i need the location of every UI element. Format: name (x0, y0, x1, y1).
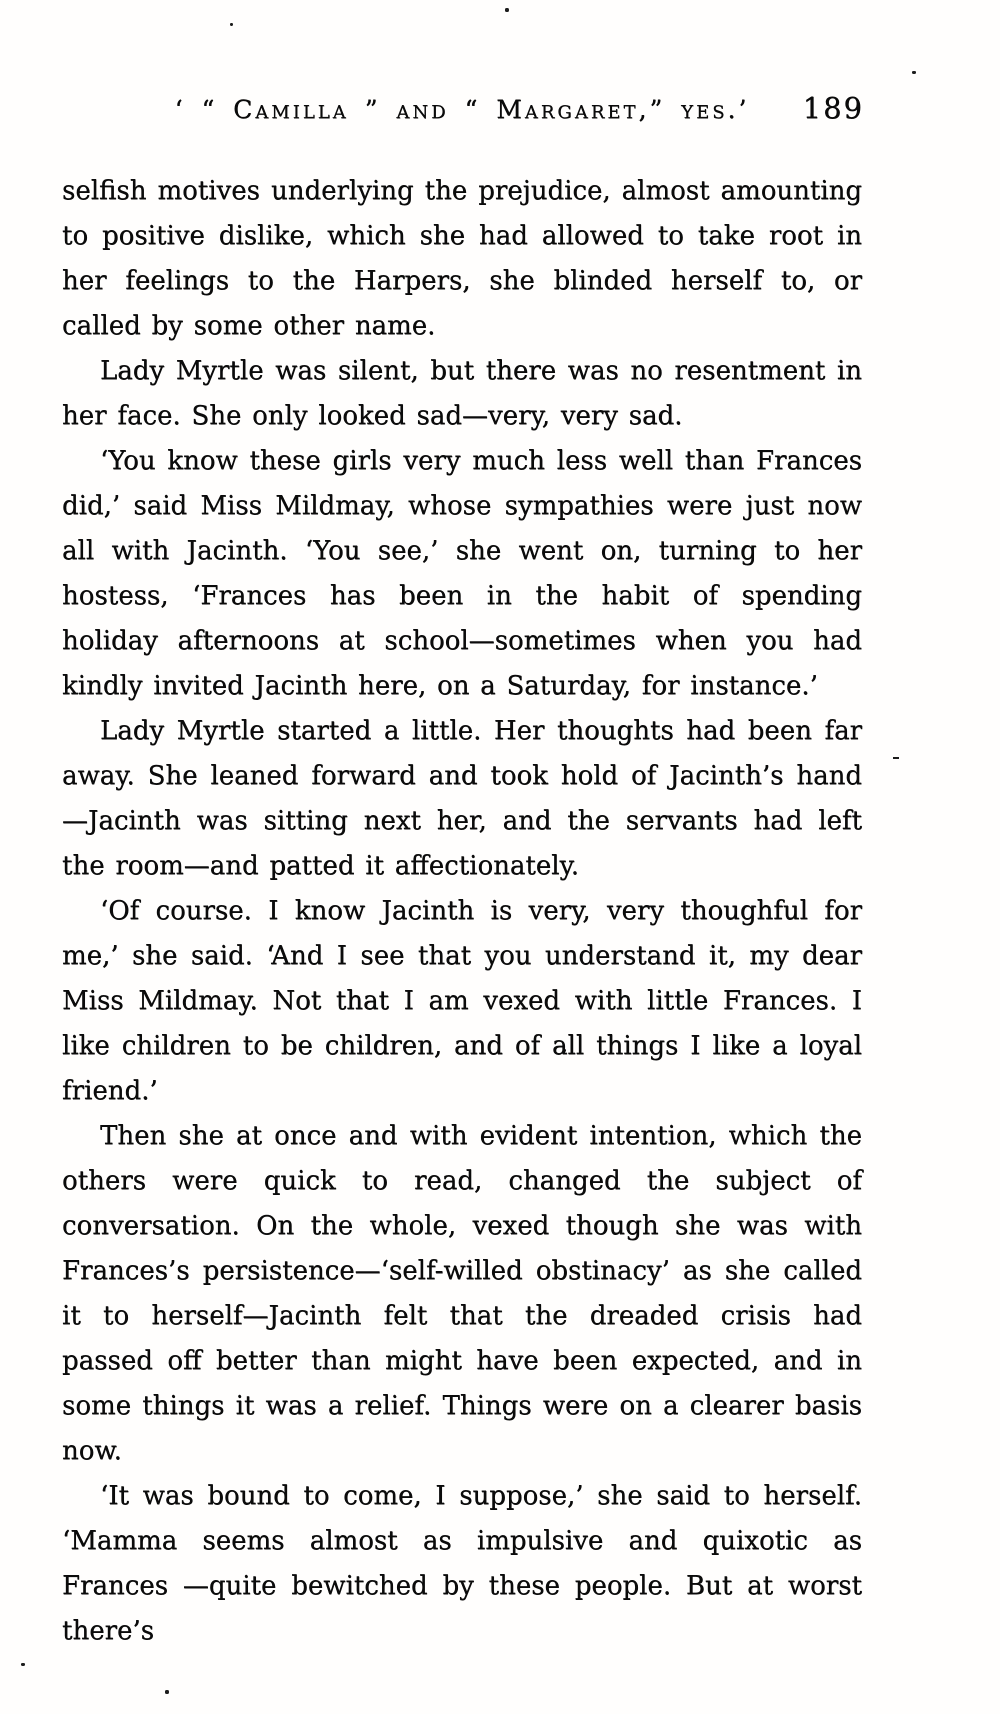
running-header-title: ‘ “ Camilla ” and “ Margaret,” yes.’ (174, 95, 750, 124)
paragraph: ‘It was bound to come, I suppose,’ she said to herself. ‘Mamma seems almost as impulsive and quixotic as Frances —quite bewitched by these people. But at worst there’s (62, 1481, 862, 1646)
paragraph: ‘You know these girls very much less well than Frances did,’ said Miss Mildmay, whose sympathies were just now all with Jacinth. ‘You see,’ she went on, turning to her hostess, ‘Frances has been in the habit of spending holiday afternoons at school—sometimes when you had kindly invited Jacinth here, on a Saturday, for instance.’ (62, 446, 862, 701)
page-content (62, 91, 864, 1654)
scan-speck (505, 8, 509, 12)
paragraph: ‘Of course. I know Jacinth is very, very thoughful for me,’ she said. ‘And I see that you understand it, my dear Miss Mildmay. Not that I am vexed with little Frances. I like children to be children, and of all things I like a loyal friend.’ (62, 896, 862, 1106)
scan-speck (165, 1690, 169, 1694)
body-text (62, 169, 862, 1654)
paragraph: Then she at once and with evident intention, which the others were quick to read, changed the subject of conversation. On the whole, vexed though she was with Frances’s persistence—‘self-willed obstinacy’ as she called it to herself—Jacinth felt that the dreaded crisis had passed off better than might have been expected, and in some things it was a relief. Things were on a clearer basis now. (62, 1121, 862, 1466)
scan-speck (230, 23, 233, 26)
paragraph: Lady Myrtle was silent, but there was no resentment in her face. She only looked sad—very, very sad. (62, 356, 862, 431)
scan-speck (21, 1663, 25, 1666)
page-number: 189 (802, 91, 864, 125)
scan-speck (912, 71, 916, 74)
paragraph-continuation: selfish motives underlying the prejudice, almost amounting to positive dislike, which she had allowed to take root in her feelings to the Harpers, she blinded herself to, or called by some other name. (62, 176, 862, 341)
scan-speck (893, 757, 899, 759)
running-header (62, 91, 864, 137)
paragraph: Lady Myrtle started a little. Her thoughts had been far away. She leaned forward and took hold of Jacinth’s hand—Jacinth was sitting next her, and the servants had left the room—and patted it affectionately. (62, 716, 862, 881)
